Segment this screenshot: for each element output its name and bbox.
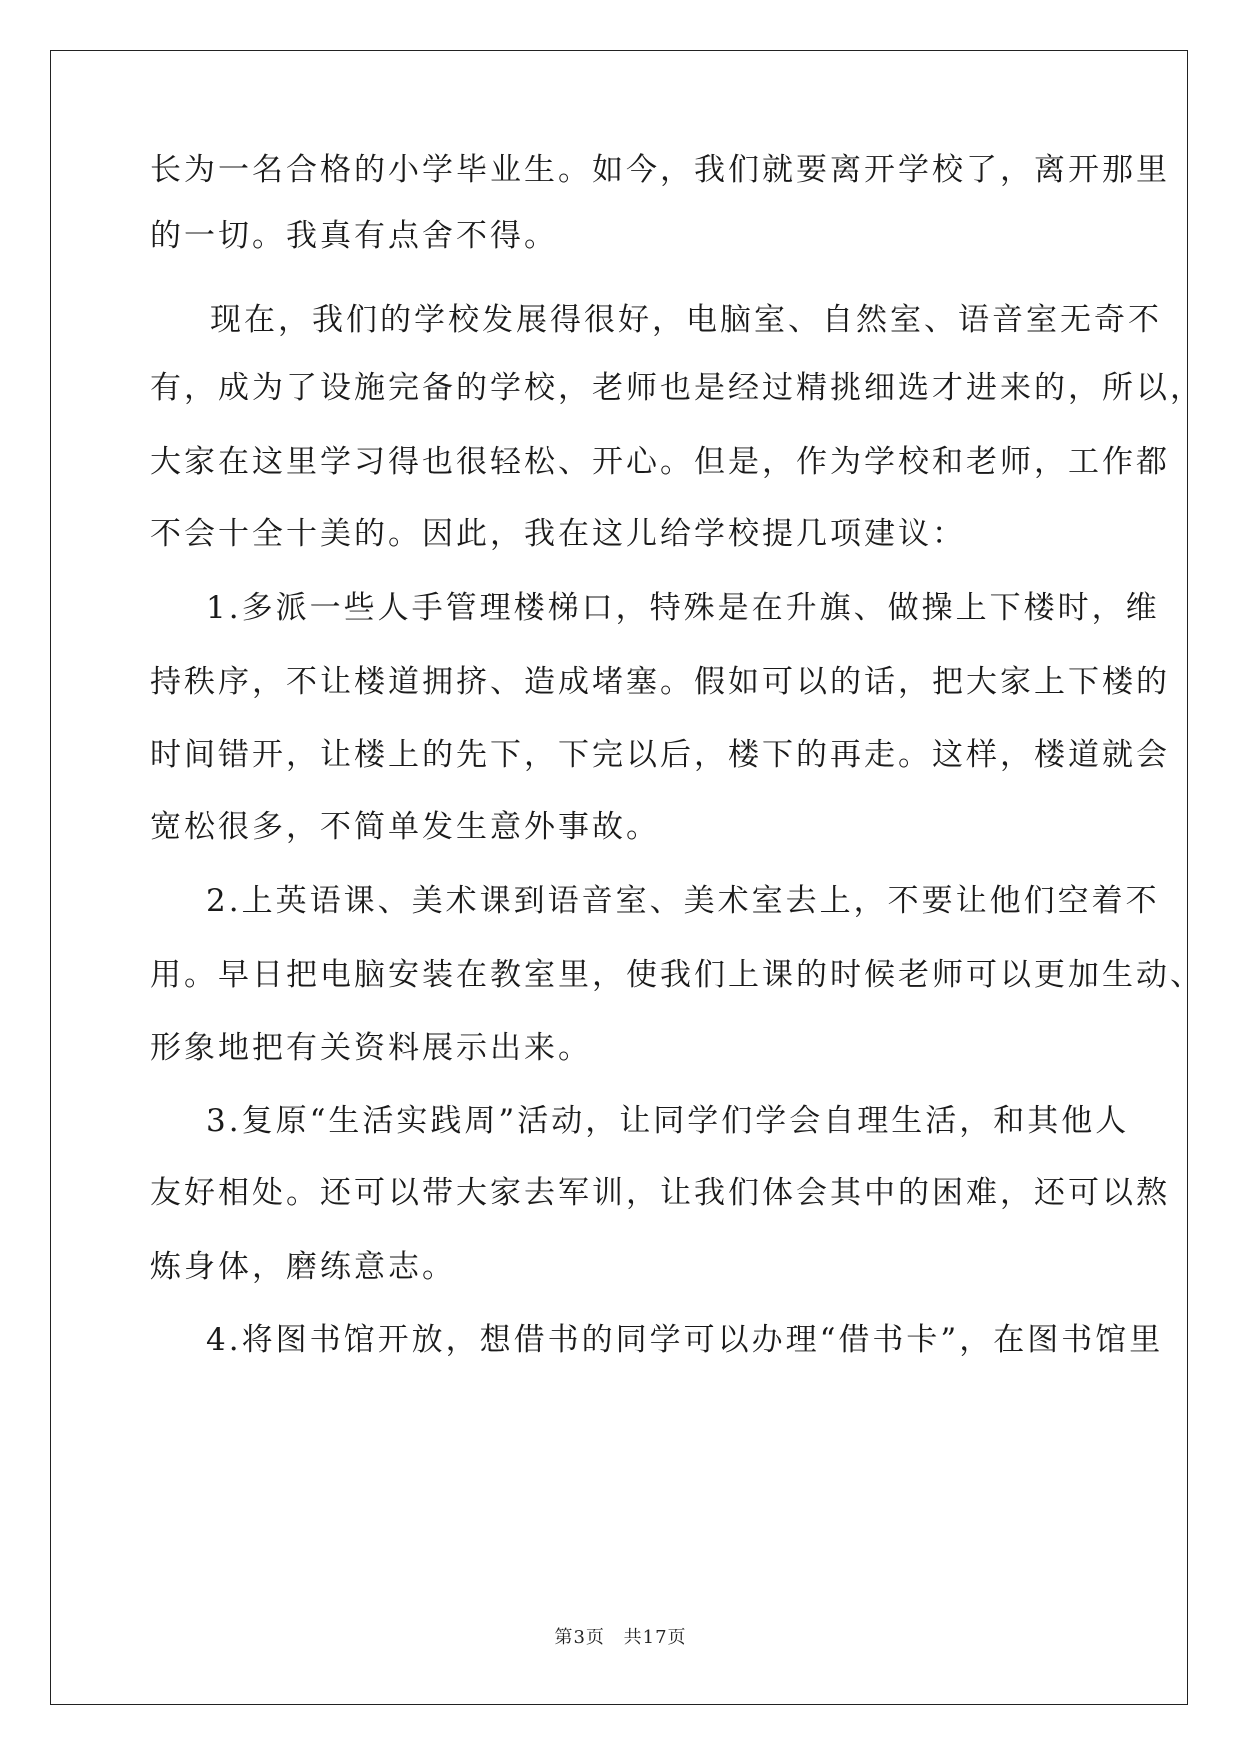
text-line: 长为一名合格的小学毕业生。如今，我们就要离开学校了，离开那里	[150, 152, 1170, 188]
text-line: 1.多派一些人手管理楼梯口，特殊是在升旗、做操上下楼时，维	[206, 590, 1160, 626]
text-line: 现在，我们的学校发展得很好，电脑室、自然室、语音室无奇不	[210, 302, 1162, 338]
text-line: 2.上英语课、美术课到语音室、美术室去上，不要让他们空着不	[206, 883, 1160, 919]
text-line: 炼身体，磨练意志。	[150, 1249, 456, 1285]
page-footer	[0, 1623, 1241, 1649]
text-line: 形象地把有关资料展示出来。	[150, 1030, 592, 1066]
text-line: 不会十全十美的。因此，我在这儿给学校提几项建议：	[150, 516, 966, 552]
page-total: 共17页	[623, 1627, 687, 1648]
text-line: 宽松很多，不简单发生意外事故。	[150, 809, 660, 845]
text-line: 3.复原“生活实践周”活动，让同学们学会自理生活，和其他人	[206, 1103, 1130, 1139]
text-line: 有，成为了设施完备的学校，老师也是经过精挑细选才进来的，所以，	[150, 370, 1204, 406]
text-line: 友好相处。还可以带大家去军训，让我们体会其中的困难，还可以熬	[150, 1175, 1170, 1211]
text-line: 时间错开，让楼上的先下，下完以后，楼下的再走。这样，楼道就会	[150, 737, 1170, 773]
text-line: 用。早日把电脑安装在教室里，使我们上课的时候老师可以更加生动、	[150, 957, 1204, 993]
page-number: 第3页	[554, 1627, 605, 1648]
text-line: 的一切。我真有点舍不得。	[150, 218, 558, 254]
text-line: 持秩序，不让楼道拥挤、造成堵塞。假如可以的话，把大家上下楼的	[150, 664, 1170, 700]
page-border	[50, 50, 1188, 1705]
text-line: 大家在这里学习得也很轻松、开心。但是，作为学校和老师，工作都	[150, 444, 1170, 480]
text-line: 4.将图书馆开放，想借书的同学可以办理“借书卡”，在图书馆里	[206, 1322, 1164, 1358]
